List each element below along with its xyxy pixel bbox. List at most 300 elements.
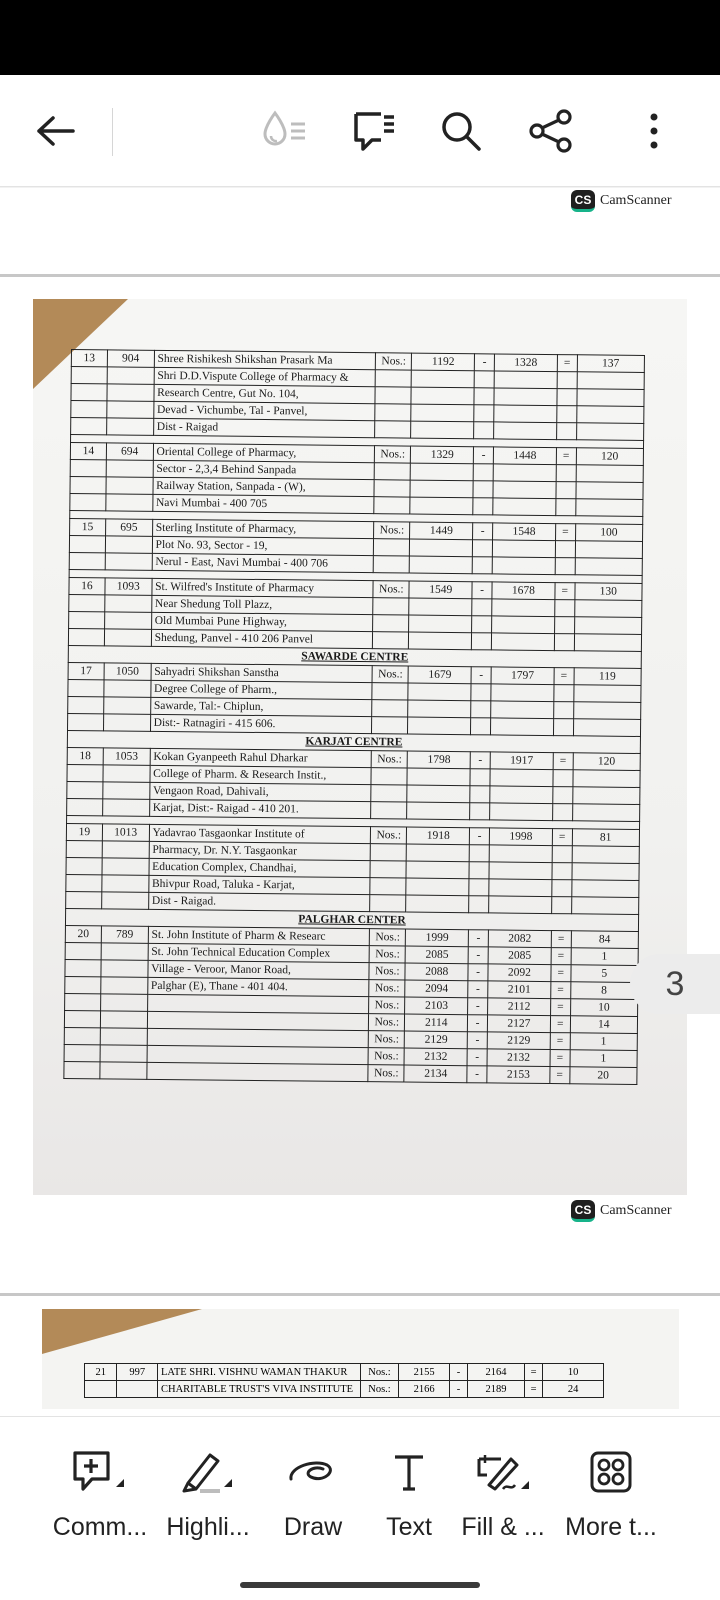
range-equals <box>553 787 573 804</box>
comments-list-icon[interactable] <box>346 103 402 159</box>
range-count <box>572 787 640 805</box>
range-from <box>410 480 473 498</box>
college-code <box>105 536 152 553</box>
range-to <box>493 464 556 482</box>
scanned-document <box>63 349 645 1085</box>
unit-label <box>372 700 408 717</box>
unit-label <box>370 895 406 912</box>
range-dash <box>472 599 492 616</box>
range-from <box>407 768 470 786</box>
college-name-line: Shedung, Panvel - 410 206 Panvel <box>151 629 373 648</box>
college-name-line: Sterling Institute of Pharmacy, <box>152 519 374 538</box>
sr-no <box>69 594 105 611</box>
unit-label: Nos.: <box>360 1381 399 1398</box>
sr-no: 16 <box>69 577 105 594</box>
range-dash: - <box>468 964 488 981</box>
range-dash: - <box>470 752 490 769</box>
range-from: 1999 <box>406 929 469 947</box>
range-to <box>494 422 557 440</box>
range-equals <box>552 880 572 897</box>
sr-no <box>68 679 104 696</box>
college-name-line: Yadavrao Tasgaonkar Institute of <box>149 824 371 843</box>
range-dash: - <box>468 981 488 998</box>
range-count: 10 <box>570 999 638 1017</box>
range-dash <box>474 388 494 405</box>
range-equals <box>555 600 575 617</box>
next-scanned-image <box>42 1309 679 1409</box>
college-code: 997 <box>117 1364 158 1381</box>
table-row <box>85 1381 604 1398</box>
range-dash <box>472 633 492 650</box>
range-equals <box>555 541 575 558</box>
range-dash <box>473 540 493 557</box>
sr-no <box>68 696 104 713</box>
range-equals: = <box>555 583 575 600</box>
add-comment-icon <box>70 1449 130 1495</box>
unit-label <box>375 421 411 438</box>
sr-no <box>66 857 102 874</box>
range-dash <box>472 616 492 633</box>
range-to: 2101 <box>488 981 551 999</box>
unit-label: Nos.: <box>370 946 406 963</box>
unit-label <box>371 785 407 802</box>
back-arrow-icon[interactable] <box>27 103 83 159</box>
unit-label: Nos.: <box>372 666 408 683</box>
range-to: 2082 <box>488 930 551 948</box>
range-count: 10 <box>543 1364 604 1381</box>
range-count <box>575 541 643 559</box>
sr-no <box>66 891 102 908</box>
range-equals: = <box>551 931 571 948</box>
highlighter-icon <box>178 1449 238 1495</box>
table-row <box>85 1364 604 1381</box>
college-code <box>117 1381 158 1398</box>
range-from: 2088 <box>405 963 468 981</box>
range-from <box>409 556 472 574</box>
sr-no: 14 <box>70 443 106 460</box>
unit-label: Nos.: <box>375 446 411 463</box>
range-dash <box>473 481 493 498</box>
range-dash <box>469 879 489 896</box>
range-equals <box>555 617 575 634</box>
sr-no <box>69 552 105 569</box>
range-equals <box>553 804 573 821</box>
range-equals: = <box>554 668 574 685</box>
sr-no <box>66 840 102 857</box>
unit-label <box>375 387 411 404</box>
unit-label: Nos.: <box>368 1048 404 1065</box>
range-count <box>573 685 641 703</box>
range-count <box>576 465 644 483</box>
range-count: 137 <box>577 355 645 373</box>
college-code <box>101 977 148 994</box>
range-count: 14 <box>570 1016 638 1034</box>
search-icon[interactable] <box>433 103 489 159</box>
range-dash <box>470 769 490 786</box>
sr-no: 20 <box>65 925 101 942</box>
range-count <box>572 846 640 864</box>
unit-label <box>370 878 406 895</box>
college-name-line: St. Wilfred's Institute of Pharmacy <box>152 578 374 597</box>
unit-label <box>371 802 407 819</box>
tool-label: Text <box>386 1513 432 1541</box>
pdf-page-3 <box>0 277 720 1416</box>
unit-label <box>374 556 410 573</box>
college-name-line: Degree College of Pharm., <box>150 680 372 699</box>
unit-label: Nos.: <box>368 1065 404 1082</box>
centre-heading: SAWARDE CENTRE <box>68 645 641 668</box>
range-from <box>406 861 469 879</box>
range-equals <box>556 465 576 482</box>
tool-label: Highli... <box>166 1513 250 1541</box>
range-equals: = <box>551 999 571 1016</box>
college-name-line <box>146 1062 368 1081</box>
college-name-line: Devad - Vichumbe, Tal - Panvel, <box>153 401 375 420</box>
toolbar-divider <box>112 108 113 156</box>
range-to <box>492 557 555 575</box>
unit-label <box>372 717 408 734</box>
text-icon <box>379 1449 439 1495</box>
range-from: 2132 <box>404 1048 467 1066</box>
college-code: 694 <box>106 443 153 460</box>
range-count: 1 <box>571 948 639 966</box>
range-to <box>491 633 554 651</box>
range-dash: - <box>468 1015 488 1032</box>
range-dash: - <box>473 523 493 540</box>
centre-heading: KARJAT CENTRE <box>67 730 640 753</box>
range-from: 2114 <box>405 1014 468 1032</box>
draw-icon <box>283 1449 343 1495</box>
range-dash: - <box>467 1049 487 1066</box>
college-name-line: Pharmacy, Dr. N.Y. Tasgaonkar <box>149 841 371 860</box>
sr-no <box>64 1010 100 1027</box>
unit-label <box>373 598 409 615</box>
range-to: 2127 <box>487 1015 550 1033</box>
range-count <box>574 600 642 618</box>
unit-label <box>374 480 410 497</box>
range-equals: = <box>557 355 577 372</box>
range-count: 8 <box>570 982 638 1000</box>
range-equals <box>554 685 574 702</box>
sr-no: 15 <box>70 518 106 535</box>
range-to <box>492 599 555 617</box>
share-icon[interactable] <box>523 103 579 159</box>
range-dash: - <box>475 354 495 371</box>
unit-label: Nos.: <box>360 1364 399 1381</box>
sr-no <box>68 713 104 730</box>
range-from <box>406 878 469 896</box>
range-equals <box>553 770 573 787</box>
college-name-line: Karjat, Dist:- Raigad - 410 201. <box>149 799 371 818</box>
sr-no <box>64 1061 100 1078</box>
range-equals <box>557 406 577 423</box>
range-equals: = <box>524 1381 542 1398</box>
sr-no: 17 <box>68 662 104 679</box>
range-from: 1798 <box>407 751 470 769</box>
sr-no <box>70 476 106 493</box>
unit-label: Nos.: <box>374 522 410 539</box>
range-to <box>492 540 555 558</box>
range-from: 2085 <box>405 946 468 964</box>
tool-more[interactable] <box>556 1449 666 1559</box>
range-dash <box>470 845 490 862</box>
more-vert-icon[interactable] <box>626 103 682 159</box>
document-viewport[interactable] <box>0 188 720 1416</box>
range-dash <box>469 862 489 879</box>
range-from: 2103 <box>405 997 468 1015</box>
centre-heading: PALGHAR CENTER <box>65 908 638 931</box>
range-to <box>494 405 557 423</box>
range-to: 2092 <box>488 964 551 982</box>
tool-comment[interactable] <box>45 1449 155 1559</box>
sr-no <box>64 1027 100 1044</box>
sr-no: 18 <box>67 747 103 764</box>
range-to <box>490 769 553 787</box>
tool-highlight[interactable] <box>153 1449 263 1559</box>
home-indicator[interactable] <box>240 1582 480 1588</box>
range-equals: = <box>556 448 576 465</box>
college-name-line: Sawarde, Tal:- Chiplun, <box>150 697 372 716</box>
range-from <box>407 802 470 820</box>
range-from: 1329 <box>411 446 474 464</box>
bottom-tools-bar <box>0 1416 720 1600</box>
college-name-line: Kokan Gyanpeeth Rahul Dharkar <box>150 748 372 767</box>
range-from <box>410 463 473 481</box>
college-name-line: Near Shedung Toll Plazz, <box>151 595 373 614</box>
unit-label <box>374 497 410 514</box>
range-dash <box>470 803 490 820</box>
read-mode-icon[interactable] <box>256 103 312 159</box>
range-count <box>573 719 641 737</box>
college-code <box>104 697 151 714</box>
range-from <box>408 683 471 701</box>
unit-label: Nos.: <box>369 997 405 1014</box>
unit-label: Nos.: <box>369 1014 405 1031</box>
range-equals: = <box>550 1033 570 1050</box>
sr-no <box>71 384 107 401</box>
range-from <box>407 785 470 803</box>
range-to <box>489 896 552 914</box>
top-toolbar <box>0 75 720 187</box>
range-from <box>408 700 471 718</box>
range-count <box>576 389 644 407</box>
desk-corner <box>42 1309 202 1354</box>
range-from: 1918 <box>407 827 470 845</box>
range-to <box>490 786 553 804</box>
college-code <box>105 595 152 612</box>
unit-label <box>375 463 411 480</box>
college-name-line: Dist - Raigad <box>153 418 375 437</box>
camscanner-label: CamScanner <box>600 193 672 208</box>
range-dash: - <box>468 1032 488 1049</box>
range-count <box>576 406 644 424</box>
status-bar <box>0 0 720 75</box>
previous-page-bottom <box>0 188 720 274</box>
range-dash: - <box>472 582 492 599</box>
college-name-line: Shri D.D.Vispute College of Pharmacy & <box>154 367 376 386</box>
range-to <box>491 684 554 702</box>
tool-label: More t... <box>565 1513 657 1541</box>
range-from <box>411 404 474 422</box>
range-dash: - <box>449 1364 467 1381</box>
college-name-line: Education Complex, Chandhai, <box>149 858 371 877</box>
range-equals <box>556 482 576 499</box>
college-name-line: Old Mumbai Pune Highway, <box>151 612 373 631</box>
range-dash <box>474 422 494 439</box>
range-to: 2085 <box>488 947 551 965</box>
range-equals: = <box>550 1050 570 1067</box>
range-count: 24 <box>543 1381 604 1398</box>
range-to: 1678 <box>492 582 555 600</box>
range-to <box>493 498 556 516</box>
range-from <box>409 598 472 616</box>
camscanner-logo: CS <box>571 1200 595 1222</box>
range-from: 2166 <box>399 1381 450 1398</box>
range-to: 2153 <box>487 1066 550 1084</box>
college-name-line: Research Centre, Gut No. 104, <box>154 384 376 403</box>
unit-label <box>372 683 408 700</box>
range-count <box>572 770 640 788</box>
range-dash <box>473 498 493 515</box>
sr-no <box>68 628 104 645</box>
range-dash: - <box>468 998 488 1015</box>
range-dash: - <box>471 667 491 684</box>
range-equals: = <box>552 829 572 846</box>
range-equals <box>555 558 575 575</box>
range-count: 1 <box>570 1033 638 1051</box>
range-from: 2129 <box>404 1031 467 1049</box>
range-from <box>411 387 474 405</box>
tool-fill-sign[interactable] <box>448 1449 558 1559</box>
sr-no: 21 <box>85 1364 117 1381</box>
range-count <box>572 804 640 822</box>
sr-no <box>69 535 105 552</box>
scanned-image <box>33 299 687 1195</box>
college-code <box>103 714 150 731</box>
college-code <box>104 680 151 697</box>
sr-no <box>67 764 103 781</box>
camscanner-watermark <box>571 190 672 212</box>
tool-label: Draw <box>283 1513 343 1541</box>
range-count <box>574 617 642 635</box>
range-dash: - <box>474 447 494 464</box>
range-count: 81 <box>572 829 640 847</box>
college-code <box>106 477 153 494</box>
range-dash <box>473 557 493 574</box>
range-equals: = <box>550 1016 570 1033</box>
range-count <box>577 372 645 390</box>
range-equals <box>552 897 572 914</box>
range-equals <box>554 634 574 651</box>
college-code <box>100 994 147 1011</box>
range-to: 2132 <box>487 1049 550 1067</box>
range-from <box>410 539 473 557</box>
college-name-line: Dist - Raigad. <box>148 892 370 911</box>
range-to <box>491 616 554 634</box>
range-from: 1449 <box>410 522 473 540</box>
college-code: 695 <box>105 519 152 536</box>
range-count <box>572 863 640 881</box>
range-dash: - <box>468 947 488 964</box>
range-from: 1192 <box>412 353 475 371</box>
tool-draw[interactable] <box>258 1449 368 1559</box>
range-from <box>411 370 474 388</box>
college-code <box>100 1062 147 1079</box>
college-code <box>107 401 154 418</box>
sr-no <box>71 367 107 384</box>
unit-label <box>374 539 410 556</box>
college-code <box>107 367 154 384</box>
range-equals <box>552 846 572 863</box>
college-code <box>100 1045 147 1062</box>
camscanner-watermark <box>571 1200 672 1222</box>
college-code: 1093 <box>105 578 152 595</box>
college-code <box>101 943 148 960</box>
range-to: 1328 <box>494 354 557 372</box>
sr-no <box>70 493 106 510</box>
college-name-line: Shree Rishikesh Shikshan Prasark Ma <box>154 350 376 369</box>
college-code <box>103 782 150 799</box>
college-code: 1013 <box>102 824 149 841</box>
college-code <box>102 841 149 858</box>
unit-label: Nos.: <box>371 827 407 844</box>
range-dash <box>474 464 494 481</box>
range-to <box>489 845 552 863</box>
range-to <box>489 879 552 897</box>
range-equals <box>557 372 577 389</box>
unit-label: Nos.: <box>369 980 405 997</box>
college-name-line: Vengaon Road, Dahivali, <box>149 782 371 801</box>
range-from <box>411 421 474 439</box>
sr-no <box>67 781 103 798</box>
range-count: 5 <box>570 965 638 983</box>
range-from <box>408 717 471 735</box>
range-count: 130 <box>574 583 642 601</box>
unit-label <box>373 615 409 632</box>
college-code <box>100 1028 147 1045</box>
range-dash <box>469 896 489 913</box>
unit-label: Nos.: <box>376 353 412 370</box>
sr-no <box>85 1381 117 1398</box>
page-number-badge[interactable]: 3 <box>630 954 720 1014</box>
range-from <box>409 632 472 650</box>
range-count: 84 <box>571 931 639 949</box>
range-dash <box>474 405 494 422</box>
range-from: 1679 <box>408 666 471 684</box>
sr-no <box>64 1044 100 1061</box>
college-code <box>105 553 152 570</box>
range-count <box>575 558 643 576</box>
college-code <box>106 494 153 511</box>
range-count: 1 <box>570 1050 638 1068</box>
range-from <box>409 615 472 633</box>
range-dash: - <box>467 1066 487 1083</box>
range-equals <box>553 719 573 736</box>
sr-no <box>71 418 107 435</box>
range-count: 20 <box>569 1067 637 1085</box>
college-name-line: St. John Institute of Pharm & Researc <box>148 926 370 945</box>
college-name-line: Oriental College of Pharmacy, <box>153 443 375 462</box>
college-name-line: Sector - 2,3,4 Behind Sanpada <box>153 460 375 479</box>
college-code <box>103 765 150 782</box>
college-name-line: Navi Mumbai - 400 705 <box>152 494 374 513</box>
unit-label: Nos.: <box>369 1031 405 1048</box>
unit-label: Nos.: <box>372 751 408 768</box>
range-from <box>406 895 469 913</box>
unit-label: Nos.: <box>369 963 405 980</box>
range-from <box>410 497 473 515</box>
range-to <box>494 388 557 406</box>
